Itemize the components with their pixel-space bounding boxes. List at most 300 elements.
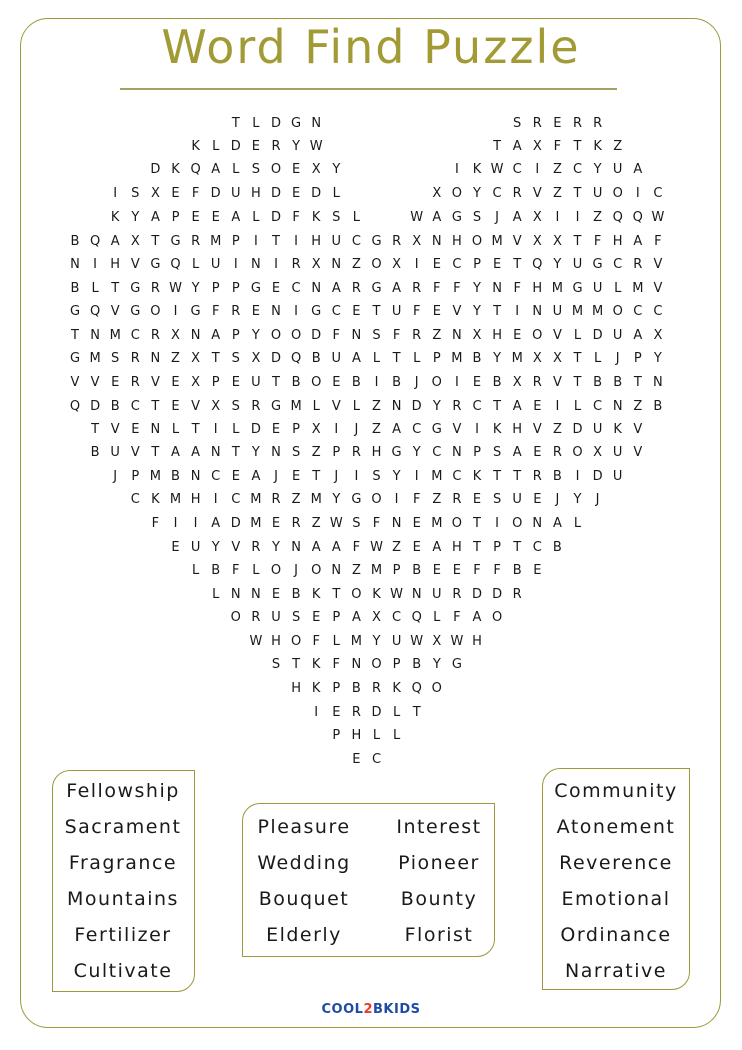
- grid-letter[interactable]: R: [150, 328, 160, 343]
- grid-letter[interactable]: B: [412, 563, 422, 578]
- grid-letter[interactable]: T: [272, 375, 280, 390]
- grid-letter[interactable]: V: [452, 422, 462, 437]
- grid-letter[interactable]: N: [411, 587, 422, 602]
- grid-letter[interactable]: Q: [290, 351, 302, 366]
- grid-letter[interactable]: G: [451, 657, 462, 672]
- grid-letter[interactable]: H: [492, 328, 502, 343]
- grid-letter[interactable]: M: [250, 492, 262, 507]
- grid-letter[interactable]: T: [211, 351, 220, 366]
- grid-letter[interactable]: I: [535, 162, 540, 177]
- grid-letter[interactable]: A: [171, 445, 180, 460]
- grid-letter[interactable]: A: [191, 445, 201, 460]
- grid-letter[interactable]: C: [371, 752, 382, 767]
- grid-letter[interactable]: Y: [493, 351, 502, 366]
- grid-letter[interactable]: W: [410, 634, 424, 649]
- grid-letter[interactable]: O: [270, 563, 282, 578]
- grid-letter[interactable]: R: [231, 304, 241, 319]
- grid-letter[interactable]: Z: [593, 210, 603, 225]
- grid-letter[interactable]: N: [190, 469, 201, 484]
- grid-letter[interactable]: I: [394, 492, 399, 507]
- grid-letter[interactable]: Z: [171, 351, 180, 366]
- grid-letter[interactable]: U: [612, 328, 623, 343]
- grid-letter[interactable]: F: [453, 281, 461, 296]
- grid-letter[interactable]: R: [633, 257, 643, 272]
- grid-letter[interactable]: V: [150, 375, 160, 390]
- grid-letter[interactable]: I: [173, 304, 178, 319]
- grid-letter[interactable]: D: [270, 186, 281, 201]
- grid-letter[interactable]: H: [371, 445, 382, 460]
- grid-letter[interactable]: C: [351, 234, 361, 249]
- grid-letter[interactable]: G: [431, 422, 442, 437]
- grid-letter[interactable]: O: [270, 162, 282, 177]
- grid-letter[interactable]: Q: [612, 210, 623, 225]
- grid-letter[interactable]: M: [149, 469, 161, 484]
- grid-letter[interactable]: R: [412, 328, 422, 343]
- grid-letter[interactable]: B: [311, 351, 321, 366]
- grid-letter[interactable]: M: [250, 516, 262, 531]
- grid-letter[interactable]: L: [573, 399, 582, 414]
- grid-letter[interactable]: X: [552, 351, 562, 366]
- grid-letter[interactable]: A: [392, 422, 402, 437]
- grid-letter[interactable]: R: [412, 281, 422, 296]
- grid-letter[interactable]: N: [331, 563, 342, 578]
- grid-letter[interactable]: P: [131, 469, 140, 484]
- grid-letter[interactable]: T: [493, 304, 502, 319]
- grid-letter[interactable]: Y: [211, 540, 220, 555]
- grid-letter[interactable]: R: [452, 399, 462, 414]
- grid-letter[interactable]: D: [210, 186, 221, 201]
- grid-letter[interactable]: Y: [191, 281, 200, 296]
- grid-letter[interactable]: U: [592, 186, 603, 201]
- grid-letter[interactable]: O: [351, 587, 362, 602]
- grid-letter[interactable]: X: [472, 328, 482, 343]
- grid-letter[interactable]: O: [471, 234, 483, 249]
- grid-letter[interactable]: T: [91, 422, 100, 437]
- grid-letter[interactable]: E: [533, 563, 542, 578]
- grid-letter[interactable]: B: [110, 399, 120, 414]
- grid-letter[interactable]: L: [372, 728, 381, 743]
- grid-letter[interactable]: I: [555, 210, 560, 225]
- grid-letter[interactable]: G: [451, 210, 462, 225]
- grid-letter[interactable]: T: [151, 399, 160, 414]
- grid-letter[interactable]: P: [392, 563, 401, 578]
- grid-letter[interactable]: V: [532, 186, 542, 201]
- grid-letter[interactable]: N: [190, 328, 201, 343]
- grid-letter[interactable]: F: [372, 516, 381, 531]
- grid-letter[interactable]: N: [391, 399, 402, 414]
- grid-letter[interactable]: N: [431, 234, 442, 249]
- grid-letter[interactable]: T: [292, 657, 301, 672]
- grid-letter[interactable]: X: [130, 234, 140, 249]
- grid-letter[interactable]: N: [70, 257, 80, 272]
- grid-letter[interactable]: U: [572, 257, 583, 272]
- grid-letter[interactable]: I: [314, 705, 319, 720]
- grid-letter[interactable]: E: [492, 257, 502, 272]
- grid-letter[interactable]: X: [372, 610, 381, 625]
- grid-letter[interactable]: O: [491, 610, 503, 625]
- grid-letter[interactable]: T: [151, 234, 160, 249]
- grid-letter[interactable]: O: [572, 445, 583, 460]
- grid-letter[interactable]: T: [573, 375, 582, 390]
- grid-letter[interactable]: E: [231, 375, 240, 390]
- grid-letter[interactable]: G: [69, 351, 81, 366]
- grid-letter[interactable]: E: [191, 210, 200, 225]
- grid-letter[interactable]: R: [512, 186, 522, 201]
- grid-letter[interactable]: D: [311, 328, 322, 343]
- grid-letter[interactable]: V: [70, 375, 80, 390]
- grid-letter[interactable]: V: [552, 328, 562, 343]
- grid-letter[interactable]: H: [251, 186, 261, 201]
- grid-letter[interactable]: F: [412, 304, 421, 319]
- grid-letter[interactable]: R: [351, 705, 361, 720]
- grid-letter[interactable]: S: [291, 610, 301, 625]
- grid-letter[interactable]: G: [270, 399, 282, 414]
- grid-letter[interactable]: U: [612, 445, 623, 460]
- grid-letter[interactable]: W: [249, 634, 263, 649]
- grid-letter[interactable]: G: [572, 281, 583, 296]
- grid-letter[interactable]: K: [593, 139, 602, 154]
- grid-letter[interactable]: N: [391, 516, 402, 531]
- grid-letter[interactable]: X: [191, 351, 201, 366]
- grid-letter[interactable]: E: [231, 469, 240, 484]
- grid-letter[interactable]: E: [352, 304, 361, 319]
- grid-letter[interactable]: D: [492, 587, 503, 602]
- grid-letter[interactable]: V: [130, 257, 140, 272]
- grid-letter[interactable]: Y: [432, 657, 441, 672]
- grid-letter[interactable]: Z: [311, 516, 321, 531]
- grid-letter[interactable]: O: [371, 257, 382, 272]
- grid-letter[interactable]: C: [130, 492, 140, 507]
- grid-letter[interactable]: D: [230, 139, 241, 154]
- grid-letter[interactable]: U: [331, 351, 342, 366]
- grid-letter[interactable]: B: [211, 563, 221, 578]
- grid-letter[interactable]: E: [171, 186, 180, 201]
- grid-letter[interactable]: L: [212, 587, 220, 602]
- grid-letter[interactable]: W: [390, 587, 404, 602]
- grid-letter[interactable]: D: [270, 351, 281, 366]
- grid-letter[interactable]: W: [490, 162, 504, 177]
- grid-letter[interactable]: R: [130, 375, 140, 390]
- grid-letter[interactable]: P: [211, 375, 220, 390]
- grid-letter[interactable]: I: [575, 469, 580, 484]
- grid-letter[interactable]: C: [452, 469, 462, 484]
- grid-letter[interactable]: V: [110, 304, 120, 319]
- grid-letter[interactable]: C: [572, 162, 583, 177]
- grid-letter[interactable]: Q: [411, 681, 422, 696]
- grid-letter[interactable]: T: [573, 351, 582, 366]
- grid-letter[interactable]: R: [251, 540, 261, 555]
- grid-letter[interactable]: K: [151, 492, 160, 507]
- grid-letter[interactable]: X: [311, 162, 321, 177]
- grid-letter[interactable]: X: [532, 210, 542, 225]
- grid-letter[interactable]: G: [371, 234, 382, 249]
- grid-letter[interactable]: H: [452, 540, 462, 555]
- grid-letter[interactable]: U: [190, 540, 201, 555]
- grid-letter[interactable]: K: [110, 210, 120, 225]
- grid-letter[interactable]: C: [472, 399, 482, 414]
- grid-letter[interactable]: U: [331, 234, 342, 249]
- grid-letter[interactable]: F: [493, 563, 501, 578]
- grid-letter[interactable]: Y: [473, 304, 481, 319]
- grid-letter[interactable]: W: [410, 210, 424, 225]
- grid-letter[interactable]: N: [612, 399, 623, 414]
- grid-letter[interactable]: S: [131, 186, 140, 201]
- grid-letter[interactable]: S: [231, 351, 240, 366]
- grid-letter[interactable]: O: [431, 681, 442, 696]
- grid-letter[interactable]: A: [512, 139, 522, 154]
- grid-letter[interactable]: G: [130, 281, 141, 296]
- grid-letter[interactable]: F: [433, 281, 441, 296]
- grid-letter[interactable]: U: [592, 281, 603, 296]
- grid-letter[interactable]: X: [432, 634, 442, 649]
- grid-letter[interactable]: M: [370, 563, 383, 578]
- grid-letter[interactable]: S: [291, 445, 301, 460]
- grid-letter[interactable]: I: [233, 257, 238, 272]
- grid-letter[interactable]: U: [231, 186, 241, 201]
- grid-letter[interactable]: R: [251, 399, 261, 414]
- grid-letter[interactable]: F: [553, 139, 562, 154]
- grid-letter[interactable]: N: [532, 516, 543, 531]
- grid-letter[interactable]: V: [532, 422, 542, 437]
- grid-letter[interactable]: T: [573, 139, 582, 154]
- grid-letter[interactable]: J: [354, 422, 359, 437]
- grid-letter[interactable]: U: [612, 162, 623, 177]
- grid-letter[interactable]: E: [432, 304, 441, 319]
- grid-letter[interactable]: E: [332, 375, 341, 390]
- grid-letter[interactable]: I: [454, 162, 459, 177]
- grid-letter[interactable]: L: [312, 399, 320, 414]
- grid-letter[interactable]: X: [432, 186, 442, 201]
- grid-letter[interactable]: K: [613, 422, 622, 437]
- grid-letter[interactable]: D: [150, 162, 161, 177]
- grid-letter[interactable]: A: [211, 162, 221, 177]
- grid-letter[interactable]: Q: [170, 257, 181, 272]
- grid-letter[interactable]: L: [614, 281, 622, 296]
- grid-letter[interactable]: A: [472, 610, 482, 625]
- grid-letter[interactable]: N: [311, 281, 322, 296]
- grid-letter[interactable]: E: [251, 139, 260, 154]
- grid-letter[interactable]: X: [653, 328, 663, 343]
- grid-letter[interactable]: C: [130, 328, 140, 343]
- grid-letter[interactable]: A: [392, 281, 402, 296]
- grid-letter[interactable]: I: [253, 234, 258, 249]
- grid-letter[interactable]: T: [412, 705, 421, 720]
- grid-letter[interactable]: P: [211, 281, 220, 296]
- grid-letter[interactable]: O: [451, 186, 462, 201]
- grid-letter[interactable]: W: [651, 210, 665, 225]
- grid-letter[interactable]: Z: [432, 328, 442, 343]
- grid-letter[interactable]: V: [633, 445, 643, 460]
- grid-letter[interactable]: G: [391, 445, 402, 460]
- grid-letter[interactable]: I: [635, 186, 640, 201]
- grid-letter[interactable]: O: [290, 634, 302, 649]
- grid-letter[interactable]: X: [191, 375, 201, 390]
- grid-letter[interactable]: Z: [613, 139, 623, 154]
- grid-letter[interactable]: Y: [473, 281, 481, 296]
- grid-letter[interactable]: Y: [292, 139, 301, 154]
- grid-letter[interactable]: D: [592, 328, 603, 343]
- grid-letter[interactable]: O: [532, 328, 543, 343]
- grid-letter[interactable]: L: [413, 351, 421, 366]
- grid-letter[interactable]: O: [431, 375, 442, 390]
- grid-letter[interactable]: P: [231, 328, 240, 343]
- grid-letter[interactable]: C: [633, 304, 643, 319]
- grid-letter[interactable]: Y: [131, 210, 140, 225]
- grid-letter[interactable]: B: [70, 281, 80, 296]
- grid-letter[interactable]: O: [230, 610, 241, 625]
- grid-letter[interactable]: V: [653, 281, 663, 296]
- grid-letter[interactable]: I: [414, 469, 419, 484]
- grid-letter[interactable]: O: [612, 186, 623, 201]
- grid-letter[interactable]: B: [291, 375, 301, 390]
- grid-letter[interactable]: T: [513, 540, 522, 555]
- grid-letter[interactable]: R: [552, 445, 562, 460]
- grid-letter[interactable]: M: [431, 516, 443, 531]
- grid-letter[interactable]: T: [493, 469, 502, 484]
- grid-letter[interactable]: W: [169, 281, 182, 296]
- grid-letter[interactable]: Y: [332, 492, 341, 507]
- grid-letter[interactable]: Z: [633, 399, 643, 414]
- grid-letter[interactable]: P: [171, 210, 180, 225]
- grid-letter[interactable]: V: [331, 399, 341, 414]
- grid-letter[interactable]: B: [552, 469, 562, 484]
- grid-letter[interactable]: M: [632, 281, 644, 296]
- grid-letter[interactable]: M: [169, 492, 182, 507]
- grid-letter[interactable]: E: [553, 116, 562, 131]
- grid-letter[interactable]: P: [332, 445, 341, 460]
- grid-letter[interactable]: S: [372, 469, 381, 484]
- grid-letter[interactable]: Y: [412, 445, 421, 460]
- grid-letter[interactable]: H: [190, 492, 201, 507]
- grid-letter[interactable]: T: [272, 234, 280, 249]
- grid-letter[interactable]: T: [473, 516, 481, 531]
- grid-letter[interactable]: E: [171, 399, 180, 414]
- grid-letter[interactable]: O: [270, 328, 282, 343]
- grid-letter[interactable]: L: [232, 162, 240, 177]
- grid-letter[interactable]: T: [633, 375, 642, 390]
- grid-letter[interactable]: F: [211, 304, 220, 319]
- grid-letter[interactable]: O: [311, 563, 322, 578]
- grid-letter[interactable]: E: [271, 281, 281, 296]
- grid-letter[interactable]: C: [593, 399, 603, 414]
- grid-letter[interactable]: K: [311, 587, 321, 602]
- grid-letter[interactable]: O: [371, 657, 382, 672]
- grid-letter[interactable]: N: [291, 540, 301, 555]
- grid-letter[interactable]: K: [311, 681, 321, 696]
- grid-letter[interactable]: T: [312, 469, 321, 484]
- grid-letter[interactable]: G: [311, 304, 322, 319]
- grid-letter[interactable]: R: [371, 681, 382, 696]
- grid-letter[interactable]: N: [653, 375, 663, 390]
- grid-letter[interactable]: J: [414, 375, 419, 390]
- grid-letter[interactable]: E: [332, 705, 341, 720]
- grid-letter[interactable]: K: [392, 681, 401, 696]
- grid-letter[interactable]: E: [171, 540, 180, 555]
- grid-letter[interactable]: D: [250, 422, 261, 437]
- grid-letter[interactable]: M: [310, 492, 322, 507]
- grid-letter[interactable]: J: [334, 469, 339, 484]
- grid-letter[interactable]: A: [512, 210, 522, 225]
- grid-letter[interactable]: T: [231, 445, 240, 460]
- grid-letter[interactable]: E: [533, 445, 542, 460]
- grid-letter[interactable]: V: [452, 304, 462, 319]
- grid-letter[interactable]: Q: [69, 399, 81, 414]
- grid-letter[interactable]: N: [351, 657, 362, 672]
- grid-letter[interactable]: R: [191, 234, 201, 249]
- grid-letter[interactable]: X: [512, 375, 522, 390]
- grid-letter[interactable]: E: [131, 422, 140, 437]
- grid-letter[interactable]: I: [213, 492, 218, 507]
- grid-letter[interactable]: X: [150, 186, 160, 201]
- grid-letter[interactable]: R: [130, 351, 140, 366]
- grid-letter[interactable]: J: [274, 469, 278, 484]
- grid-letter[interactable]: F: [593, 234, 602, 249]
- grid-letter[interactable]: B: [351, 681, 361, 696]
- grid-letter[interactable]: K: [472, 469, 482, 484]
- grid-letter[interactable]: W: [329, 516, 343, 531]
- grid-letter[interactable]: A: [512, 399, 522, 414]
- grid-letter[interactable]: E: [533, 492, 542, 507]
- grid-letter[interactable]: E: [452, 563, 461, 578]
- grid-letter[interactable]: B: [171, 469, 180, 484]
- grid-letter[interactable]: L: [252, 116, 260, 131]
- grid-letter[interactable]: B: [351, 375, 361, 390]
- grid-letter[interactable]: C: [231, 492, 241, 507]
- grid-letter[interactable]: C: [412, 422, 422, 437]
- grid-letter[interactable]: F: [332, 328, 341, 343]
- grid-letter[interactable]: Z: [432, 492, 442, 507]
- grid-letter[interactable]: X: [171, 328, 180, 343]
- grid-letter[interactable]: B: [472, 351, 482, 366]
- grid-letter[interactable]: G: [130, 304, 141, 319]
- grid-letter[interactable]: T: [372, 304, 381, 319]
- grid-letter[interactable]: C: [613, 257, 623, 272]
- grid-letter[interactable]: R: [291, 516, 301, 531]
- grid-letter[interactable]: G: [291, 116, 302, 131]
- grid-letter[interactable]: H: [452, 234, 462, 249]
- grid-letter[interactable]: K: [472, 162, 482, 177]
- grid-letter[interactable]: Y: [553, 257, 562, 272]
- grid-letter[interactable]: X: [532, 139, 542, 154]
- grid-letter[interactable]: P: [473, 257, 481, 272]
- grid-letter[interactable]: Y: [573, 492, 582, 507]
- grid-letter[interactable]: G: [592, 257, 603, 272]
- grid-letter[interactable]: P: [392, 657, 401, 672]
- grid-letter[interactable]: K: [372, 587, 381, 602]
- grid-letter[interactable]: F: [473, 563, 481, 578]
- grid-letter[interactable]: P: [493, 540, 502, 555]
- grid-letter[interactable]: C: [512, 162, 522, 177]
- grid-letter[interactable]: M: [491, 234, 503, 249]
- grid-letter[interactable]: B: [613, 375, 623, 390]
- grid-letter[interactable]: V: [110, 422, 120, 437]
- grid-letter[interactable]: R: [532, 469, 542, 484]
- grid-letter[interactable]: F: [151, 516, 160, 531]
- grid-letter[interactable]: A: [552, 516, 562, 531]
- grid-letter[interactable]: O: [311, 375, 322, 390]
- grid-letter[interactable]: V: [552, 375, 562, 390]
- grid-letter[interactable]: H: [110, 257, 121, 272]
- grid-letter[interactable]: X: [532, 351, 542, 366]
- grid-letter[interactable]: R: [572, 116, 583, 131]
- grid-letter[interactable]: C: [653, 304, 663, 319]
- grid-letter[interactable]: R: [150, 281, 160, 296]
- grid-letter[interactable]: I: [495, 516, 500, 531]
- grid-letter[interactable]: E: [472, 375, 482, 390]
- grid-letter[interactable]: L: [433, 610, 441, 625]
- grid-letter[interactable]: B: [291, 587, 301, 602]
- grid-letter[interactable]: E: [533, 399, 542, 414]
